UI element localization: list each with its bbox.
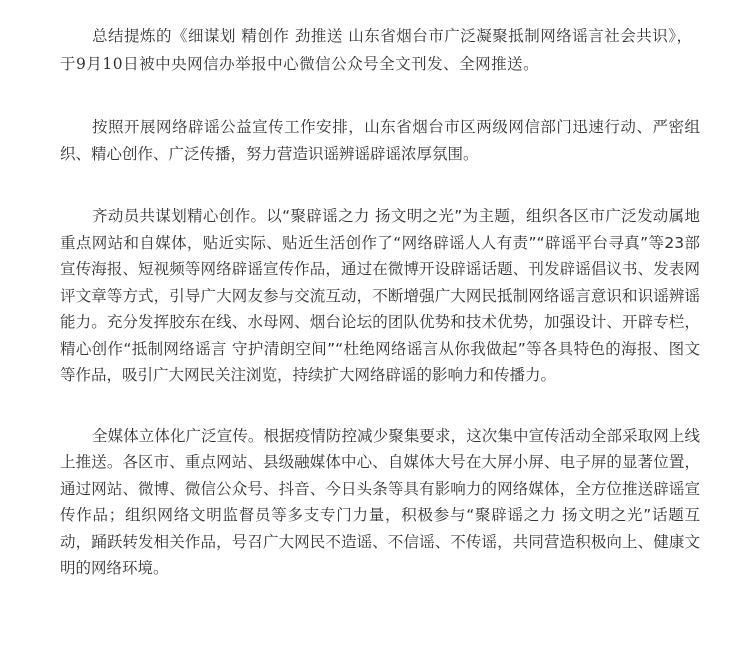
- paragraph-2: 齐动员共谋划精心创作。以“聚辟谣之力 扬文明之光”为主题，组织各区市广泛发动属地重点网站和自媒体，贴近实际、贴近生活创作了“网络辟谣人人有责”“辟谣平台寻真”等23部宣传海报、短视频等网络辟谣宣传作品，通过在微博开设辟谣话题、刊发辟谣倡议书、发表网评文章等方式，引导广大网友参与交流互动，不断增强广大网民抵制网络谣言意识和识谣辨谣能力。充分发挥胶东在线、水母网、烟台论坛的团队优势和技术优势，加强设计、开辟专栏，精心创作“抵制网络谣言 守护清朗空间”“杜绝网络谣言从你我做起”等各具特色的海报、图文等作品，吸引广大网民关注浏览，持续扩大网络辟谣的影响力和传播力。: [60, 207, 700, 384]
- paragraph-1: 按照开展网络辟谣公益宣传工作安排，山东省烟台市区两级网信部门迅速行动、严密组织、精心创作、广泛传播，努力营造识谣辨谣辟谣浓厚氛围。: [60, 118, 700, 163]
- article-intro: 总结提炼的《细谋划 精创作 劲推送 山东省烟台市广泛凝聚抵制网络谣言社会共识》，于9月10日被中央网信办举报中心微信公众号全文刊发、全网推送。: [60, 27, 693, 73]
- paragraph-3: 全媒体立体化广泛宣传。根据疫情防控减少聚集要求，这次集中宣传活动全部采取网上线上推送。各区市、重点网站、县级融媒体中心、自媒体大号在大屏小屏、电子屏的显著位置，通过网站、微博、微信公众号、抖音、今日头条等具有影响力的网络媒体，全方位推送辟谣宣传作品；组织网络文明监督员等多支专门力量，积极参与“聚辟谣之力 扬文明之光”话题互动，踊跃转发相关作品，号召广大网民不造谣、不信谣、不传谣，共同营造积极向上、健康文明的网络环境。: [60, 426, 700, 577]
- article-body: [60, 22, 700, 616]
